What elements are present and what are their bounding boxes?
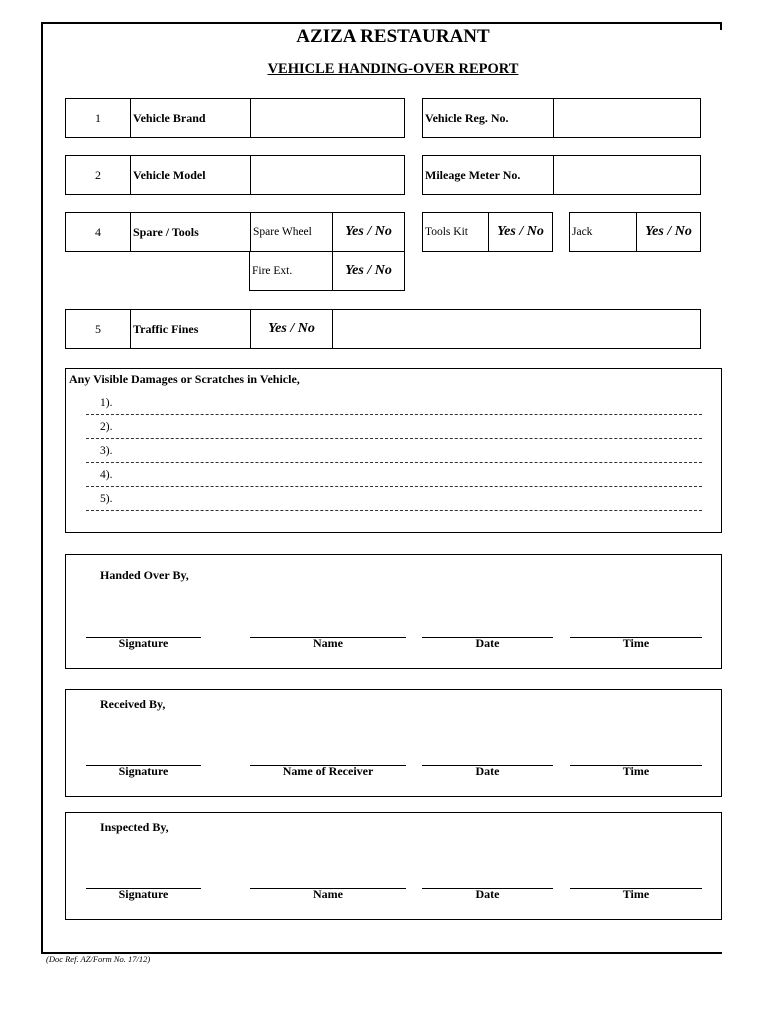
vehicle-reg-field[interactable] (554, 99, 700, 137)
damage-number: 2). (100, 421, 113, 433)
date-label: Date (475, 636, 500, 650)
vehicle-brand-label: Vehicle Brand (133, 110, 206, 125)
jack-yes-no[interactable]: Yes / No (645, 224, 692, 239)
vehicle-model-field[interactable] (251, 156, 404, 194)
damage-line[interactable] (86, 393, 702, 415)
fire-ext-row (249, 251, 405, 291)
signature-label: Signature (118, 636, 169, 650)
fire-ext-yes-no[interactable]: Yes / No (345, 263, 392, 278)
tools-kit-yes-no[interactable]: Yes / No (497, 224, 544, 239)
page-title: AZIZA RESTAURANT (296, 26, 490, 47)
row-number: 5 (95, 321, 101, 336)
fire-ext-label: Fire Ext. (252, 265, 293, 277)
received-heading: Received By, (100, 697, 166, 711)
vehicle-reg-label: Vehicle Reg. No. (425, 110, 509, 125)
time-label: Time (622, 636, 650, 650)
damage-line[interactable] (86, 417, 702, 439)
damage-number: 5). (100, 493, 113, 505)
handed-over-section (65, 554, 722, 669)
spare-wheel-yes-no[interactable]: Yes / No (345, 224, 392, 239)
vehicle-reg-row (422, 98, 701, 138)
vehicle-brand-field[interactable] (251, 99, 404, 137)
vehicle-model-row (65, 155, 405, 195)
traffic-fines-yes-no[interactable]: Yes / No (268, 321, 315, 336)
traffic-fines-label: Traffic Fines (133, 321, 199, 336)
name-label: Name (313, 887, 343, 901)
mileage-row (422, 155, 701, 195)
received-section (65, 689, 722, 797)
jack-box (569, 212, 701, 252)
doc-reference: (Doc Ref. AZ/Form No. 17/12) (46, 954, 151, 964)
inspected-section (65, 812, 722, 920)
damage-line[interactable] (86, 465, 702, 487)
name-label: Name (313, 636, 343, 650)
damages-section (65, 368, 722, 533)
damage-number: 3). (100, 445, 113, 457)
time-label: Time (622, 887, 650, 901)
time-label: Time (622, 764, 650, 778)
spare-tools-label: Spare / Tools (133, 224, 199, 239)
mileage-field[interactable] (554, 156, 700, 194)
row-number: 1 (95, 110, 101, 125)
handed-over-heading: Handed Over By, (100, 568, 189, 582)
jack-label: Jack (572, 226, 593, 238)
traffic-fines-row (65, 309, 701, 349)
vehicle-model-label: Vehicle Model (133, 167, 206, 182)
signature-label: Signature (118, 764, 169, 778)
row-number: 2 (95, 167, 101, 182)
traffic-fines-details-field[interactable] (333, 310, 700, 348)
form-subtitle: VEHICLE HANDING-OVER REPORT (267, 61, 519, 77)
signature-label: Signature (118, 887, 169, 901)
damage-line[interactable] (86, 441, 702, 463)
row-number: 4 (95, 224, 101, 239)
damage-number: 1). (100, 397, 113, 409)
date-label: Date (475, 764, 500, 778)
mileage-label: Mileage Meter No. (425, 167, 521, 182)
spare-wheel-label: Spare Wheel (253, 226, 312, 238)
vehicle-brand-row (65, 98, 405, 138)
spare-tools-row (65, 212, 405, 252)
tools-kit-label: Tools Kit (425, 226, 468, 238)
tools-kit-box (422, 212, 553, 252)
date-label: Date (475, 887, 500, 901)
damages-title: Any Visible Damages or Scratches in Vehicle, (69, 372, 300, 386)
page-frame-top (41, 22, 722, 24)
damage-line[interactable] (86, 489, 702, 511)
inspected-heading: Inspected By, (100, 820, 169, 834)
damage-number: 4). (100, 469, 113, 481)
name-label: Name of Receiver (282, 764, 374, 778)
page-frame-left (41, 22, 43, 954)
